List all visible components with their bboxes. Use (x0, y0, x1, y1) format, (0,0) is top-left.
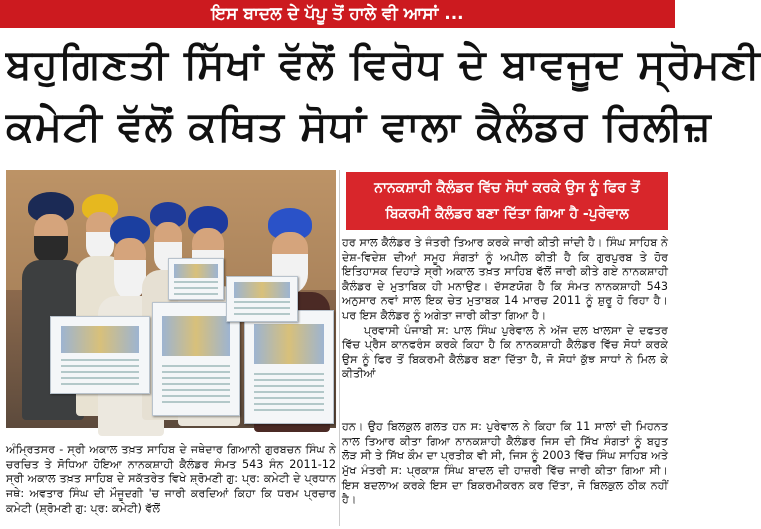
calendar-poster-4 (226, 276, 298, 322)
news-photo (6, 170, 336, 428)
paragraph-3: ਹਨ। ਉਹ ਬਿਲਕੁਲ ਗਲਤ ਹਨ ਸ: ਪੁਰੇਵਾਲ ਨੇ ਕਿਹਾ ਕਿ 11 ਸਾਲਾਂ ਦੀ ਮਿਹਨਤ ਨਾਲ ਤਿਆਰ ਕੀਤਾ ਗਿਆ ਨਾਨਕਸ਼ਾਹੀ ਕੈਲੰਡਰ ਜਿਸ ਦੀ ਸਿੱਖ ਸੰਗਤਾਂ ਨੂੰ ਬਹੁਤ ਲੋੜ ਸੀ ਤੇ ਸਿੱਖ ਕੌਮ ਦਾ ਪ੍ਰਤੀਕ ਵੀ ਸੀ, ਜਿਸ ਨੂੰ 2003 ਵਿੱਚ ਸਿੰਘ ਸਾਹਿਬ ਅਤੇ ਮੁੱਖ ਮੰਤਰੀ ਸ: ਪ੍ਰਕਾਸ਼ ਸਿੰਘ ਬਾਦਲ ਦੀ ਹਾਜ਼ਰੀ ਵਿੱਚ ਜਾਰੀ ਕੀਤਾ ਗਿਆ ਸੀ। ਇਸ ਬਦਲਾਅ ਕਰਕੇ ਇਸ ਦਾ ਬਿਕਰਮੀਕਰਨ ਕਰ ਦਿੱਤਾ, ਜੋ ਬਿਲਕੁਲ ਠੀਕ ਨਹੀਂ ਹੈ। (342, 420, 668, 507)
right-column-text (342, 236, 668, 382)
banner-text: ਇਸ ਬਾਦਲ ਦੇ ਪੱਪੂ ਤੋਂ ਹਾਲੇ ਵੀ ਆਸਾਂ ... (211, 4, 464, 24)
calendar-poster-5 (168, 258, 224, 300)
lead-paragraph (6, 432, 336, 527)
calendar-poster-1 (50, 316, 150, 394)
headline-line-2: ਕਮੇਟੀ ਵੱਲੋਂ ਕਥਿਤ ਸੋਧਾਂ ਵਾਲਾ ਕੈਲੰਡਰ ਰਿਲੀਜ਼ (6, 102, 712, 150)
paragraph-2: ਪ੍ਰਵਾਸੀ ਪੰਜਾਬੀ ਸ: ਪਾਲ ਸਿੰਘ ਪੁਰੇਵਾਲ ਨੇ ਅੱਜ ਦਲ ਖਾਲਸਾ ਦੇ ਦਫਤਰ ਵਿੱਚ ਪ੍ਰੈਸ ਕਾਨਫਰੰਸ ਕਰਕੇ ਕਿਹਾ ਹੈ ਕਿ ਨਾਨਕਸ਼ਾਹੀ ਕੈਲੰਡਰ ਵਿੱਚ ਸੋਧਾਂ ਕਰਕੇ ਉਸ ਨੂੰ ਫਿਰ ਤੋਂ ਬਿਕਰਮੀ ਕੈਲੰਡਰ ਬਣਾ ਦਿੱਤਾ ਹੈ, ਜੋ ਸੋਧਾਂ ਕੁੱਝ ਸਾਧਾਂ ਨੇ ਮਿਲ ਕੇ ਕੀਤੀਆਂ (342, 323, 668, 381)
lead-text: ਅੰਮ੍ਰਿਤਸਰ - ਸ੍ਰੀ ਅਕਾਲ ਤਖ਼ਤ ਸਾਹਿਬ ਦੇ ਜਥੇਦਾਰ ਗਿਆਨੀ ਗੁਰਬਚਨ ਸਿੰਘ ਨੇ ਚਰਚਿਤ ਤੇ ਸੋਧਿਆ ਹੋਇਆ ਨਾਨਕਸ਼ਾਹੀ ਕੈਲੰਡਰ ਸੰਮਤ 543 ਸੰਨ 2011-12 ਸ੍ਰੀ ਅਕਾਲ ਤਖ਼ਤ ਸਾਹਿਬ ਦੇ ਸਕੱਤਰੇਤ ਵਿਖੇ ਸ਼੍ਰੋਮਣੀ ਗੁ: ਪ੍ਰ: ਕਮੇਟੀ ਦੇ ਪ੍ਰਧਾਨ ਜਥੇ: ਅਵਤਾਰ ਸਿੰਘ ਦੀ ਮੌਜੂਦਗੀ 'ਚ ਜਾਰੀ ਕਰਦਿਆਂ ਕਿਹਾ ਕਿ ਧਰਮ ਪ੍ਰਚਾਰ ਕਮੇਟੀ (ਸ਼੍ਰੋਮਣੀ ਗੁ: ਪ੍ਰ: ਕਮੇਟੀ) ਵੱਲੋਂ (6, 443, 336, 515)
right-column-continued (342, 409, 668, 519)
subhead-line-2: ਬਿਕਰਮੀ ਕੈਲੰਡਰ ਬਣਾ ਦਿੱਤਾ ਗਿਆ ਹੈ -ਪੁਰੇਵਾਲ (385, 206, 629, 222)
column-divider (339, 170, 340, 526)
subhead-line-1: ਨਾਨਕਸ਼ਾਹੀ ਕੈਲੰਡਰ ਵਿੱਚ ਸੋਧਾਂ ਕਰਕੇ ਉਸ ਨੂੰ ਫਿਰ ਤੋਂ (374, 180, 640, 196)
paragraph-2-wrapper (342, 324, 668, 382)
calendar-poster-3 (244, 310, 334, 424)
headline-line-1: ਬਹੁਗਿਣਤੀ ਸਿੱਖਾਂ ਵੱਲੋਂ ਵਿਰੋਧ ਦੇ ਬਾਵਜੂਦ ਸ੍ਰੋਮਣੀ (6, 40, 761, 88)
subheadline-box (346, 172, 668, 230)
paragraph-1: ਹਰ ਸਾਲ ਕੈਲੰਡਰ ਤੇ ਜੰਤਰੀ ਤਿਆਰ ਕਰਕੇ ਜਾਰੀ ਕੀਤੀ ਜਾਂਦੀ ਹੈ। ਸਿੰਘ ਸਾਹਿਬ ਨੇ ਦੇਸ਼-ਵਿਦੇਸ਼ ਦੀਆਂ ਸਮੂਹ ਸੰਗਤਾਂ ਨੂੰ ਅਪੀਲ ਕੀਤੀ ਹੈ ਕਿ ਗੁਰਪੁਰਬ ਤੇ ਹੋਰ ਇਤਿਹਾਸਕ ਦਿਹਾੜੇ ਸ੍ਰੀ ਅਕਾਲ ਤਖ਼ਤ ਸਾਹਿਬ ਵੱਲੋਂ ਜਾਰੀ ਕੀਤੇ ਗਏ ਨਾਨਕਸ਼ਾਹੀ ਕੈਲੰਡਰ ਦੇ ਮੁਤਾਬਿਕ ਹੀ ਮਨਾਉਣ। ਦੱਸਣਯੋਗ ਹੈ ਕਿ ਸੰਮਤ ਨਾਨਕਸ਼ਾਹੀ 543 ਅਨੁਸਾਰ ਨਵਾਂ ਸਾਲ ਇਕ ਚੇਤ ਮੁਤਾਬਕ 14 ਮਾਰਚ 2011 ਨੂੰ ਸ਼ੁਰੂ ਹੋ ਰਿਹਾ ਹੈ। ਪਰ ਇਸ ਕੈਲੰਡਰ ਨੂੰ ਅਗੇਤਾ ਜਾਰੀ ਕੀਤਾ ਗਿਆ ਹੈ। (342, 236, 668, 322)
top-banner (0, 0, 675, 28)
